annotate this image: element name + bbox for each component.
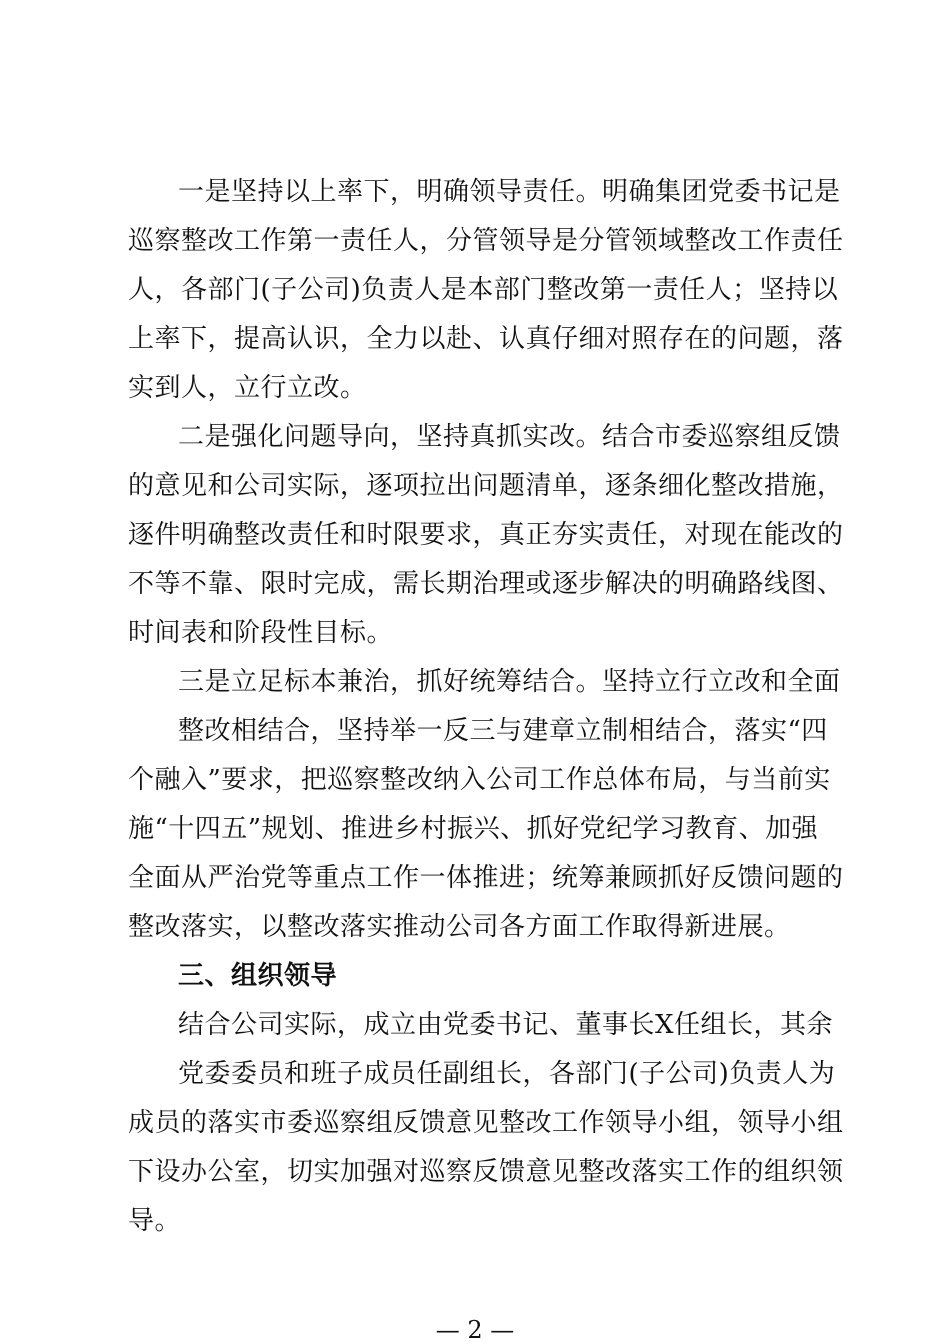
paragraph-2-line: 时间表和阶段性目标。 [128, 618, 394, 648]
paragraph-2-line: 逐件明确整改责任和时限要求，真正夯实责任，对现在能改的 [128, 520, 844, 550]
paragraph-4-line: 党委委员和班子成员任副组长，各部门(子公司)负责人为 [178, 1059, 836, 1089]
paragraph-3-line: 三是立足标本兼治，抓好统筹结合。坚持立行立改和全面 [178, 667, 841, 697]
section-heading: 三、组织领导 [178, 961, 338, 991]
paragraph-3-line: 施“十四五”规划、推进乡村振兴、抓好党纪学习教育、加强 [128, 814, 819, 844]
page-number: — 2 — [435, 1316, 515, 1344]
paragraph-3-line: 整改相结合，坚持举一反三与建章立制相结合，落实“四 [178, 716, 828, 746]
paragraph-1-line: 人，各部门(子公司)负责人是本部门整改第一责任人；坚持以 [128, 275, 839, 305]
paragraph-2-line: 的意见和公司实际，逐项拉出问题清单，逐条细化整改措施， [128, 471, 844, 501]
paragraph-3-line: 全面从严治党等重点工作一体推进；统筹兼顾抓好反馈问题的 [128, 863, 844, 893]
paragraph-4-line: 下设办公室，切实加强对巡察反馈意见整改落实工作的组织领 [128, 1157, 844, 1187]
paragraph-4-line: 成员的落实市委巡察组反馈意见整改工作领导小组，领导小组 [128, 1108, 844, 1138]
paragraph-3-line: 个融入”要求，把巡察整改纳入公司工作总体布局，与当前实 [128, 765, 831, 795]
paragraph-1-line: 一是坚持以上率下，明确领导责任。明确集团党委书记是 [178, 177, 841, 207]
paragraph-4-line: 结合公司实际，成立由党委书记、董事长X任组长，其余 [178, 1010, 834, 1040]
paragraph-2-line: 不等不靠、限时完成，需长期治理或逐步解决的明确路线图、 [128, 569, 844, 599]
paragraph-3-line: 整改落实，以整改落实推动公司各方面工作取得新进展。 [128, 912, 791, 942]
paragraph-2-line: 二是强化问题导向，坚持真抓实改。结合市委巡察组反馈 [178, 422, 841, 452]
paragraph-1-line: 上率下，提高认识，全力以赴、认真仔细对照存在的问题，落 [128, 324, 844, 354]
paragraph-1-line: 巡察整改工作第一责任人，分管领导是分管领域整改工作责任 [128, 226, 844, 256]
paragraph-1-line: 实到人，立行立改。 [128, 373, 367, 403]
paragraph-4-line: 导。 [128, 1206, 182, 1236]
